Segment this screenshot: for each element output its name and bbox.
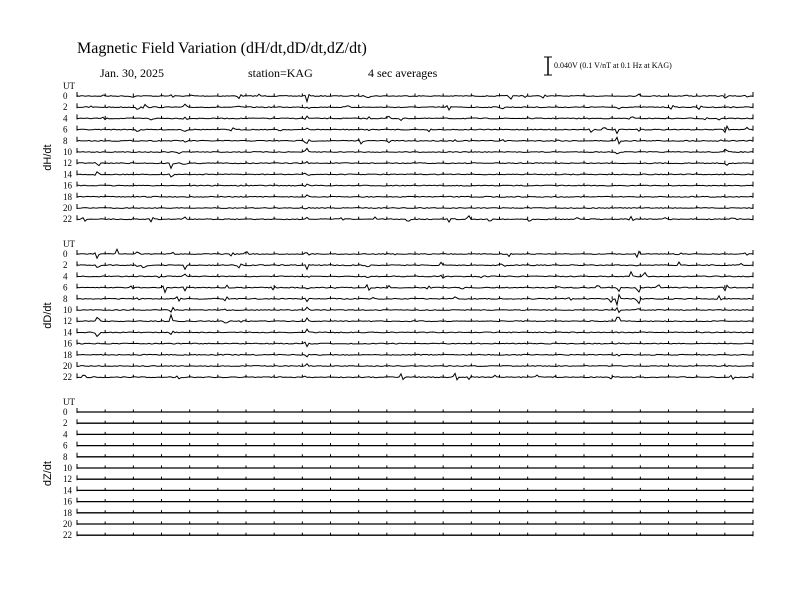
hour-tick-label: 8 xyxy=(63,451,68,462)
hour-tick-label: 6 xyxy=(63,282,68,293)
hour-tick-label: 8 xyxy=(63,293,68,304)
hour-tick-label: 18 xyxy=(63,507,72,518)
hour-tick-label: 12 xyxy=(63,158,72,169)
hour-tick-label: 18 xyxy=(63,349,72,360)
hour-tick-label: 22 xyxy=(63,372,72,383)
hour-tick-label: 4 xyxy=(63,429,68,440)
hour-tick-label: 16 xyxy=(63,180,72,191)
hour-tick-label: 0 xyxy=(63,249,68,259)
hour-tick-label: 20 xyxy=(63,361,72,371)
hour-tick-label: 20 xyxy=(63,203,72,213)
hour-tick-label: 10 xyxy=(63,463,72,473)
hour-tick-label: 20 xyxy=(63,519,72,529)
chart-title: Magnetic Field Variation (dH/dt,dD/dt,dZ/dt) xyxy=(77,40,367,57)
hour-tick-label: 4 xyxy=(63,113,68,124)
panel-3 xyxy=(42,397,753,540)
station-label: station=KAG xyxy=(248,66,313,80)
panel-label: dZ/dt xyxy=(42,461,54,487)
hour-tick-label: 4 xyxy=(63,271,68,282)
hour-tick-label: 16 xyxy=(63,338,72,349)
hour-tick-label: 22 xyxy=(63,530,72,541)
hour-tick-label: 2 xyxy=(63,102,68,113)
hour-tick-label: 12 xyxy=(63,316,72,327)
hour-tick-label: 14 xyxy=(63,485,72,496)
hour-tick-label: 10 xyxy=(63,147,72,157)
panel-label: dD/dt xyxy=(42,302,54,329)
hour-tick-label: 18 xyxy=(63,191,72,202)
hour-tick-label: 14 xyxy=(63,327,72,338)
hour-tick-label: 12 xyxy=(63,474,72,485)
hour-tick-label: 2 xyxy=(63,260,68,271)
hour-tick-label: 22 xyxy=(63,214,72,225)
hour-tick-label: 14 xyxy=(63,169,72,180)
averaging-label: 4 sec averages xyxy=(368,66,438,80)
hour-tick-label: 16 xyxy=(63,496,72,507)
hour-tick-label: 0 xyxy=(63,407,68,417)
ut-label: UT xyxy=(63,239,75,249)
hour-tick-label: 2 xyxy=(63,418,68,429)
hour-tick-label: 0 xyxy=(63,91,68,101)
panel-2 xyxy=(42,239,753,382)
panel-1 xyxy=(42,81,753,224)
hour-tick-label: 6 xyxy=(63,124,68,135)
date-label: Jan. 30, 2025 xyxy=(100,66,164,80)
hour-tick-label: 8 xyxy=(63,135,68,146)
scale-bar xyxy=(544,57,552,75)
hour-tick-label: 6 xyxy=(63,440,68,451)
ut-label: UT xyxy=(63,81,75,91)
panel-label: dH/dt xyxy=(42,144,54,171)
ut-label: UT xyxy=(63,397,75,407)
panels-group xyxy=(42,81,753,540)
hour-tick-label: 10 xyxy=(63,305,72,315)
scale-bar-label: 0.040V (0.1 V/nT at 0.1 Hz at KAG) xyxy=(554,61,672,70)
